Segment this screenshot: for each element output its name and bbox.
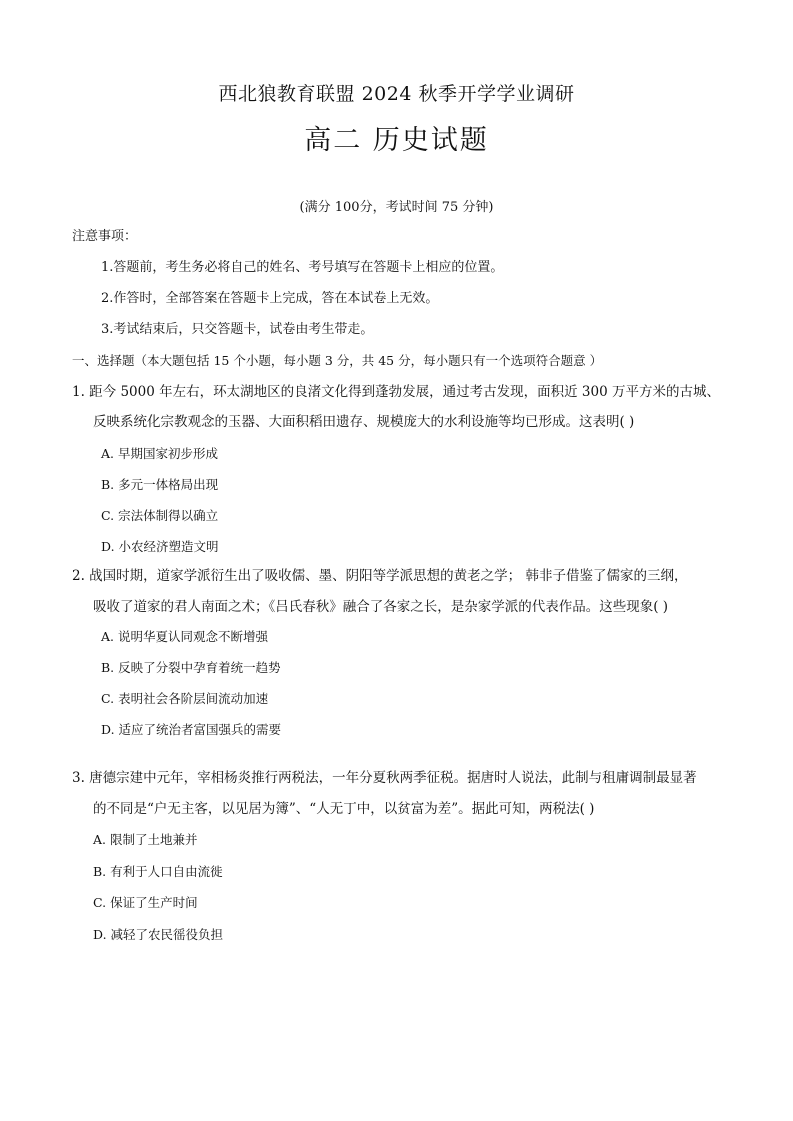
question-3-option-c: C. 保证了生产时间	[93, 895, 198, 910]
question-2-option-a: A. 说明华夏认同观念不断增强	[101, 629, 268, 644]
question-2-line-1: 2. 战国时期，道家学派衍生出了吸收儒、墨、阴阳等学派思想的黄老之学； 韩非子借鉴了儒家的三纲，	[72, 568, 688, 584]
question-2-option-d: D. 适应了统治者富国强兵的需要	[101, 722, 282, 737]
question-3-line-2: 的不同是“户无主客，以见居为簿”、“人无丁中，以贫富为差”。据此可知，两税法( )	[93, 801, 595, 817]
section-heading: 一、选择题（本大题包括 15 个小题，每小题 3 分，共 45 分，每小题只有一个选项符合题意 ）	[72, 353, 603, 368]
question-1-option-d: D. 小农经济塑造文明	[101, 539, 219, 554]
question-2-option-c: C. 表明社会各阶层间流动加速	[101, 691, 269, 706]
question-1-line-2: 反映系统化宗教观念的玉器、大面积稻田遗存、规模庞大的水利设施等均已形成。这表明( )	[93, 414, 635, 430]
question-3-option-d: D. 减轻了农民徭役负担	[93, 927, 224, 942]
exam-subtitle: 高二 历史试题	[304, 125, 489, 156]
notice-item: 2.作答时，全部答案在答题卡上完成，答在本试卷上无效。	[101, 291, 439, 306]
notice-heading: 注意事项：	[72, 229, 138, 244]
question-2-line-2: 吸收了道家的君人南面之术；《吕氏春秋》融合了各家之长，是杂家学派的代表作品。这些现象( )	[93, 599, 669, 615]
question-1-line-1: 1. 距今 5000 年左右，环太湖地区的良渚文化得到蓬勃发展，通过考古发现，面积近 300 万平方米的古城、	[72, 384, 720, 400]
exam-title: 西北狼教育联盟 2024 秋季开学学业调研	[218, 83, 575, 105]
question-3-line-1: 3. 唐德宗建中元年，宰相杨炎推行两税法，一年分夏秋两季征税。据唐时人说法，此制与租庸调制最显著	[72, 770, 697, 786]
question-1-option-a: A. 早期国家初步形成	[101, 446, 218, 461]
question-3-option-a: A. 限制了土地兼并	[93, 832, 198, 847]
notice-item: 3.考试结束后，只交答题卡，试卷由考生带走。	[101, 322, 374, 337]
question-3-option-b: B. 有利于人口自由流徙	[93, 864, 223, 879]
question-1-option-c: C. 宗法体制得以确立	[101, 508, 219, 523]
question-2-option-b: B. 反映了分裂中孕育着统一趋势	[101, 660, 281, 675]
exam-info: (满分 100分，考试时间 75 分钟)	[299, 200, 494, 215]
notice-item: 1.答题前，考生务必将自己的姓名、考号填写在答题卡上相应的位置。	[101, 260, 504, 275]
question-1-option-b: B. 多元一体格局出现	[101, 477, 219, 492]
